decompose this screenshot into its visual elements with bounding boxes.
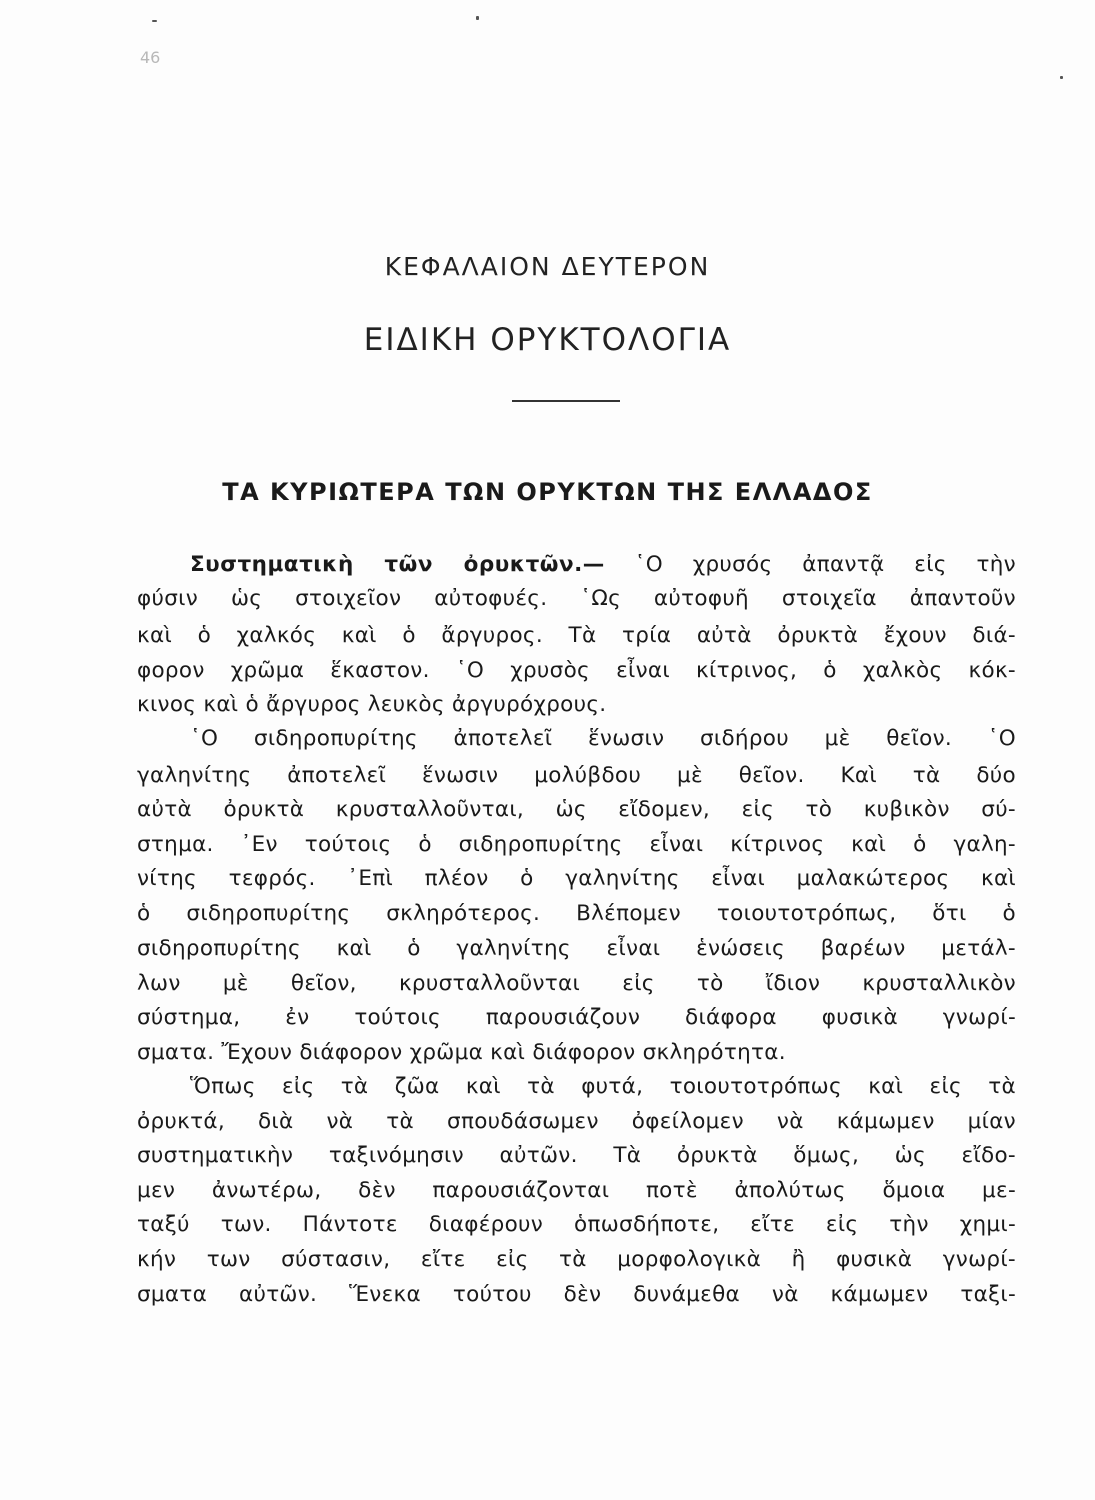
body-line: στημα. ᾿Εν τούτοις ὁ σιδηροπυρίτης εἶναι κίτρινος καὶ ὁ γαλη- bbox=[137, 832, 1016, 857]
body-line: μεν ἀνωτέρω, δὲν παρουσιάζονται ποτὲ ἀπολύτως ὅμοια με- bbox=[137, 1178, 1016, 1203]
body-line: σματα. Ἔχουν διάφορον χρῶμα καὶ διάφορον σκληρότητα. bbox=[137, 1040, 786, 1065]
body-line: σύστημα, ἐν τούτοις παρουσιάζουν διάφορα φυσικὰ γνωρί- bbox=[137, 1005, 1016, 1030]
section-heading: ΤΑ ΚΥΡΙΩΤΕΡΑ ΤΩΝ ΟΡΥΚΤΩΝ ΤΗΣ ΕΛΛΑΔΟΣ bbox=[222, 478, 873, 506]
body-line: νίτης τεφρός. ᾿Επὶ πλέον ὁ γαληνίτης εἶναι μαλακώτερος καὶ bbox=[137, 866, 1016, 891]
body-line: κήν των σύστασιν, εἴτε εἰς τὰ μορφολογικὰ ἢ φυσικὰ γνωρί- bbox=[137, 1247, 1016, 1272]
chapter-label: ΚΕΦΑΛΑΙΟΝ ΔΕΥΤΕΡΟΝ bbox=[384, 252, 711, 281]
body-line: ὀρυκτά, διὰ νὰ τὰ σπουδάσωμεν ὀφείλομεν νὰ κάμωμεν μίαν bbox=[137, 1109, 1016, 1134]
body-line: σιδηροπυρίτης καὶ ὁ γαληνίτης εἶναι ἑνώσεις βαρέων μετάλ- bbox=[137, 936, 1016, 961]
chapter-title: ΕΙΔΙΚΗ ΟΡΥΚΤΟΛΟΓΙΑ bbox=[363, 322, 732, 358]
body-line: ὁ σιδηροπυρίτης σκληρότερος. Βλέπομεν τοιουτοτρόπως, ὅτι ὁ bbox=[137, 901, 1016, 926]
body-line: κινος καὶ ὁ ἄργυρος λευκὸς ἀργυρόχρους. bbox=[137, 692, 607, 717]
title-divider bbox=[512, 400, 620, 402]
body-line: φύσιν ὡς στοιχεῖον αὐτοφυές. ῾Ως αὐτοφυῆ στοιχεῖα ἀπαντοῦν bbox=[137, 586, 1016, 611]
body-line: ταξύ των. Πάντοτε διαφέρουν ὁπωσδήποτε, εἴτε εἰς τὴν χημι- bbox=[137, 1212, 1016, 1237]
print-speck bbox=[1060, 76, 1063, 79]
body-line: γαληνίτης ἀποτελεῖ ἕνωσιν μολύβδου μὲ θεῖον. Καὶ τὰ δύο bbox=[137, 763, 1016, 788]
page-number: 46 bbox=[140, 48, 161, 67]
body-line: Ὅπως εἰς τὰ ζῶα καὶ τὰ φυτά, τοιουτοτρόπως καὶ εἰς τὰ bbox=[190, 1074, 1016, 1099]
run-in-heading: Συστηματικὴ τῶν ὀρυκτῶν.— bbox=[190, 552, 605, 577]
body-line bbox=[190, 550, 1016, 580]
body-line: ῾Ο σιδηροπυρίτης ἀποτελεῖ ἕνωσιν σιδήρου μὲ θεῖον. ῾Ο bbox=[190, 726, 1016, 751]
body-line: καὶ ὁ χαλκός καὶ ὁ ἄργυρος. Τὰ τρία αὐτὰ ὀρυκτὰ ἔχουν διά- bbox=[137, 623, 1016, 648]
body-line: σματα αὐτῶν. Ἕνεκα τούτου δὲν δυνάμεθα νὰ κάμωμεν ταξι- bbox=[137, 1282, 1016, 1307]
body-line: φορον χρῶμα ἕκαστον. ῾Ο χρυσὸς εἶναι κίτρινος, ὁ χαλκὸς κόκ- bbox=[137, 658, 1016, 683]
body-line-text: ῾Ο χρυσός ἀπαντᾷ εἰς τὴν bbox=[634, 552, 1016, 577]
body-line: αὐτὰ ὀρυκτὰ κρυσταλλοῦνται, ὡς εἴδομεν, εἰς τὸ κυβικὸν σύ- bbox=[137, 797, 1016, 822]
body-line: συστηματικὴν ταξινόμησιν αὐτῶν. Τὰ ὀρυκτὰ ὅμως, ὡς εἴδο- bbox=[137, 1143, 1016, 1168]
print-speck bbox=[152, 20, 157, 22]
print-speck bbox=[476, 16, 479, 20]
body-line: λων μὲ θεῖον, κρυσταλλοῦνται εἰς τὸ ἴδιον κρυσταλλικὸν bbox=[137, 971, 1016, 996]
